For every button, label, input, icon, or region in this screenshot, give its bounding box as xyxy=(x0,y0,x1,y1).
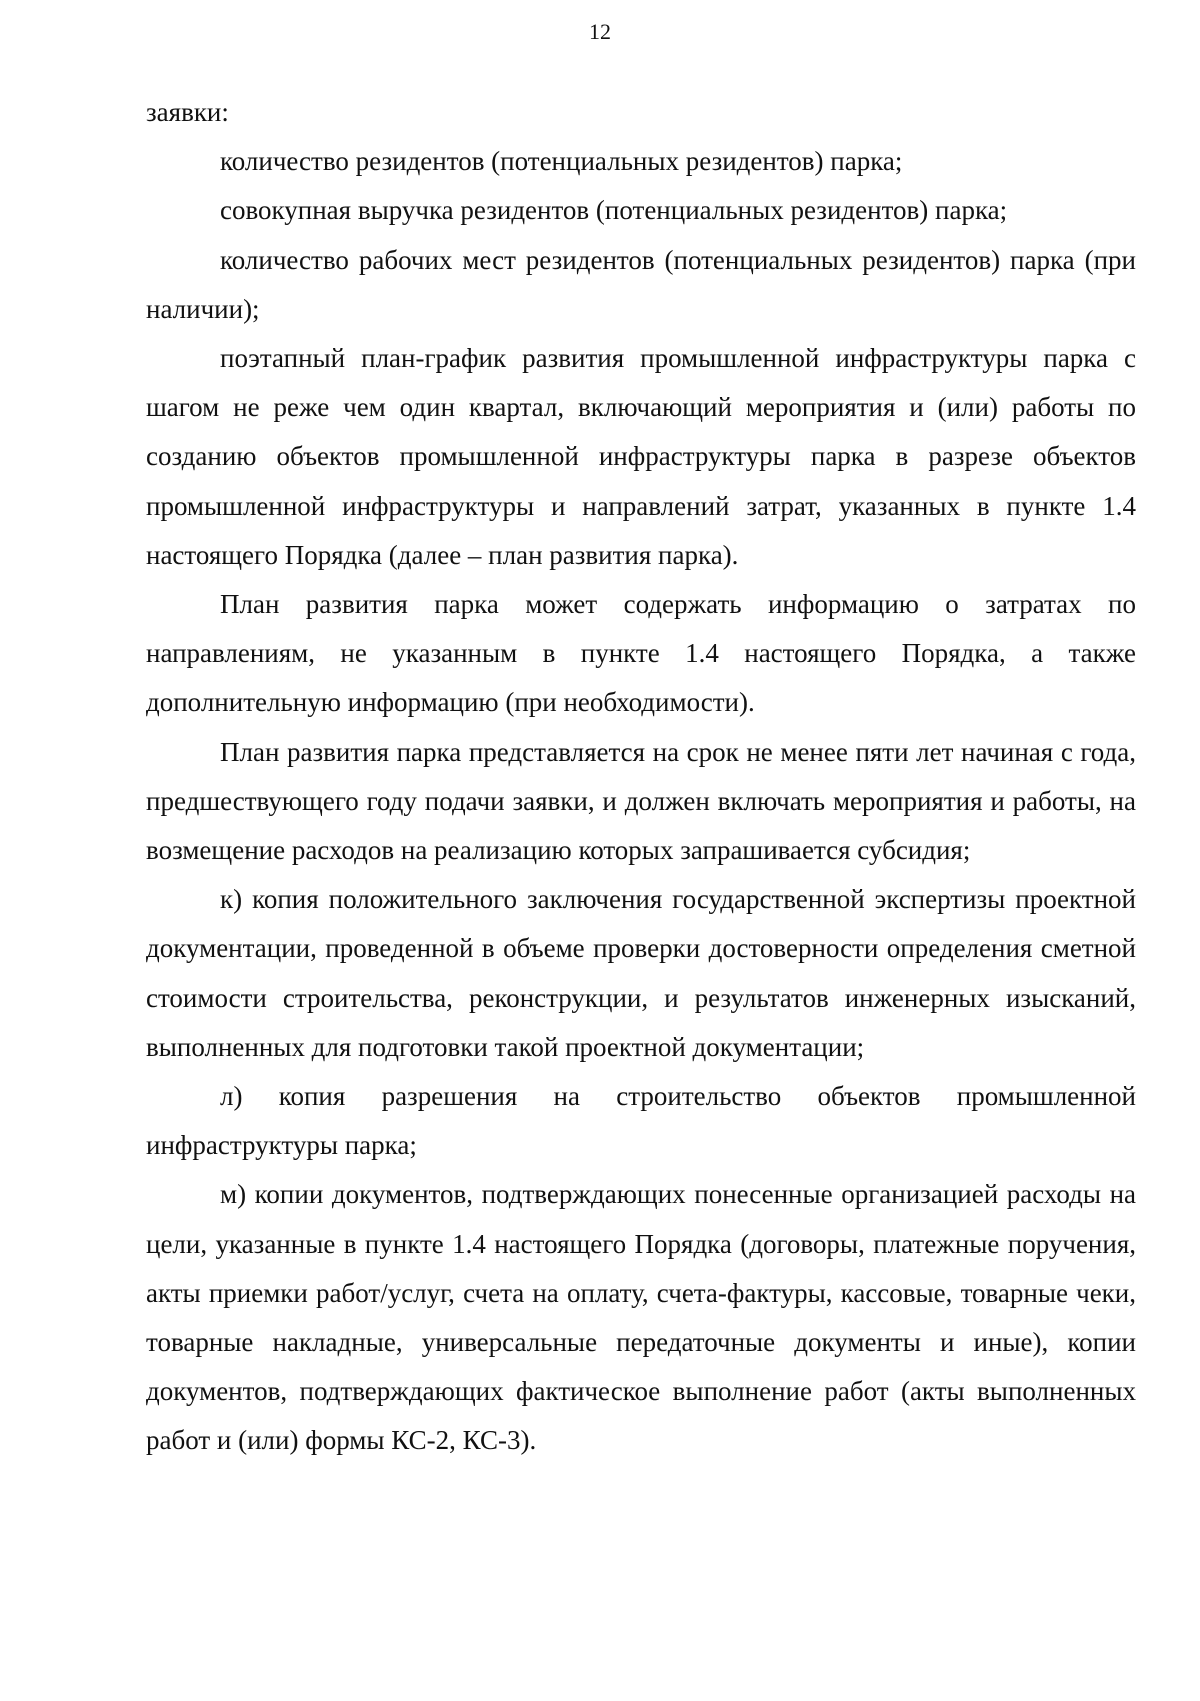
paragraph-workplaces: количество рабочих мест резидентов (потенциальных резидентов) парка (при наличии); xyxy=(146,244,1136,324)
paragraph-residents-count: количество резидентов (потенциальных резидентов) парка; xyxy=(220,146,903,177)
paragraph-item-k: к) копия положительного заключения государственной экспертизы проектной документации, проведенной в объеме проверки достоверности определения сметной стоимости строительства, реконструкции, и результатов инженерных изысканий, выполненных для подготовки такой проектной документации; xyxy=(146,884,1136,1062)
paragraph-schedule: поэтапный план-график развития промышленной инфраструктуры парка с шагом не реже чем один квартал, включающий мероприятия и (или) работы по созданию объектов промышленной инфраструктуры парка в разрезе объектов промышленной инфраструктуры и направлений затрат, указанных в пункте 1.4 настоящего Порядка (далее – план развития парка). xyxy=(146,343,1136,570)
paragraph-item-l: л) копия разрешения на строительство объектов промышленной инфраструктуры парка; xyxy=(146,1081,1136,1161)
page-number: 12 xyxy=(589,19,611,44)
paragraph-revenue: совокупная выручка резидентов (потенциальных резидентов) парка; xyxy=(220,195,1008,226)
paragraph-plan-costs: План развития парка может содержать информацию о затратах по направлениям, не указанным в пункте 1.4 настоящего Порядка, а также дополнительную информацию (при необходимости). xyxy=(146,589,1136,718)
paragraph-item-m: м) копии документов, подтверждающих понесенные организацией расходы на цели, указанные в пункте 1.4 настоящего Порядка (договоры, платежные поручения, акты приемки работ/услуг, счета на оплату, счета-фактуры, кассовые, товарные чеки, товарные накладные, универсальные передаточные документы и иные), копии документов, подтверждающих фактическое выполнение работ (акты выполненных работ и (или) формы КС-2, КС-3). xyxy=(146,1179,1136,1456)
paragraph-plan-term: План развития парка представляется на срок не менее пяти лет начиная с года, предшествующего году подачи заявки, и должен включать мероприятия и работы, на возмещение расходов на реализацию которых запрашивается субсидия; xyxy=(146,736,1136,866)
paragraph-zayavki: заявки: xyxy=(146,97,229,127)
document-body xyxy=(146,88,1136,1466)
